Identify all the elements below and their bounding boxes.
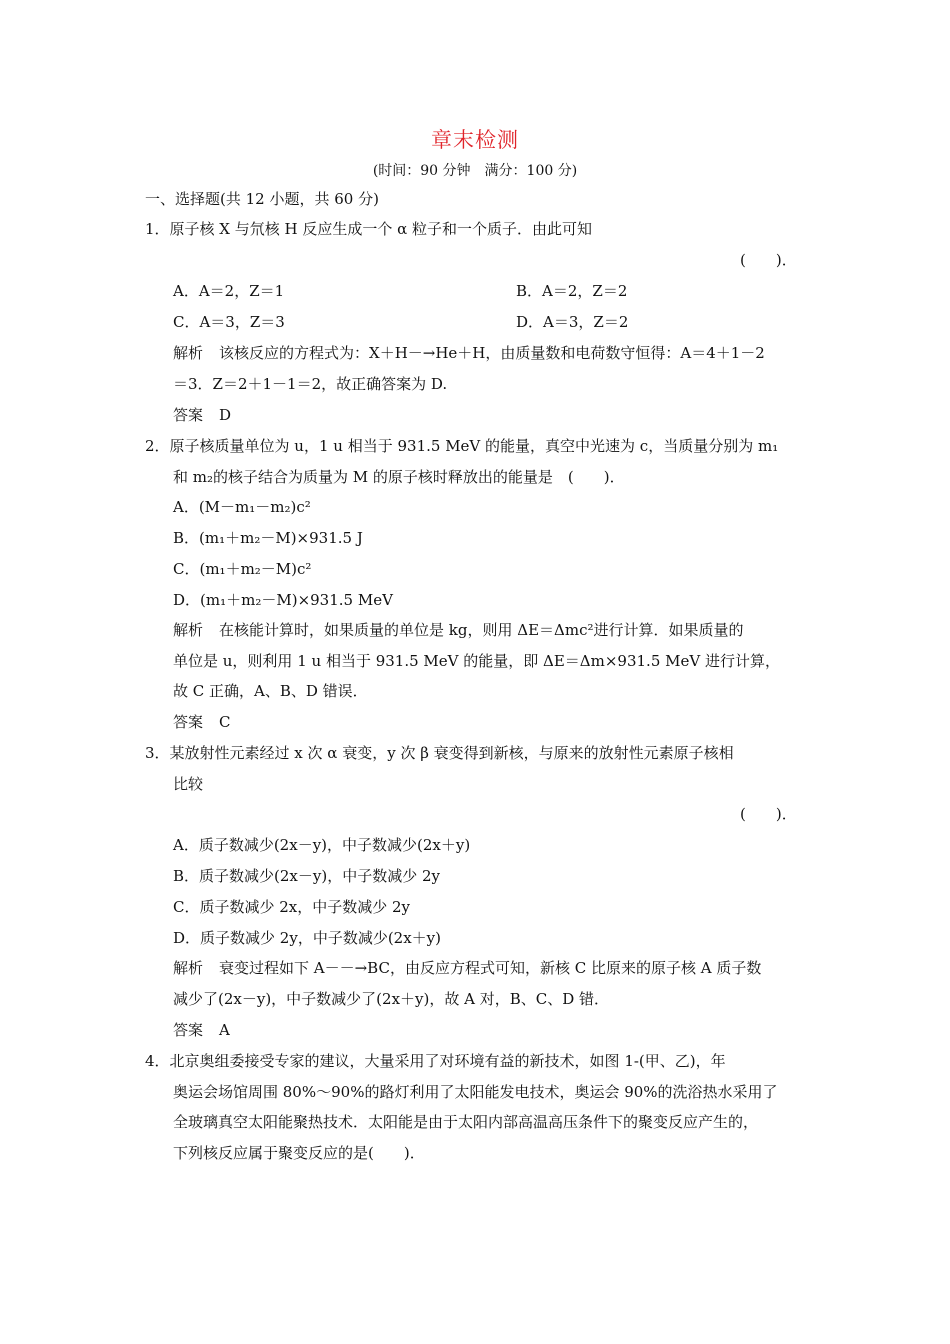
- q4-stem-1: 4．北京奥组委接受专家的建议，大量采用了对环境有益的新技术，如图 1-(甲、乙)，年: [145, 1052, 726, 1070]
- q2-answer: C: [219, 713, 231, 731]
- q2-stem-2: 和 m₂的核子结合为质量为 M 的原子核时释放出的能量是 ( )．: [173, 468, 625, 486]
- q1-answer-line: [173, 405, 231, 425]
- q1-analysis-line-2: ＝3．Z＝2＋1－1＝2，故正确答案为 D.: [173, 375, 448, 393]
- q2-analysis-line-2: 单位是 u，则利用 1 u 相当于 931.5 MeV 的能量，即 ΔE＝Δm×931.5 MeV 进行计算，: [173, 652, 780, 670]
- q1-stem: 1．原子核 X 与氘核 H 反应生成一个 α 粒子和一个质子．由此可知: [145, 220, 593, 238]
- q2-stem-1: 2．原子核质量单位为 u，1 u 相当于 931.5 MeV 的能量，真空中光速为 c，当质量分别为 m₁: [145, 437, 779, 455]
- q1-answer-blank: ( )．: [740, 251, 797, 269]
- q1-analysis-line-1: [173, 343, 765, 363]
- exam-info: (时间：90 分钟 满分：100 分): [372, 163, 578, 179]
- q1-answer: D: [219, 406, 232, 424]
- q3-answer-line: [173, 1020, 230, 1040]
- q1-option-a: A．A＝2，Z＝1: [173, 282, 285, 300]
- q2-option-c: C．(m₁＋m₂－M)c²: [173, 560, 312, 578]
- q2-answer-label: 答案: [173, 713, 204, 731]
- q1-analysis-text-1: 该核反应的方程式为：X＋H－→He＋H，由质量数和电荷数守恒得：A＝4＋1－2: [219, 344, 765, 362]
- q3-analysis-line-1: [173, 958, 761, 978]
- q3-option-c: C．质子数减少 2x，中子数减少 2y: [173, 898, 411, 916]
- q2-option-a: A．(M－m₁－m₂)c²: [173, 498, 311, 516]
- q4-stem-2: 奥运会场馆周围 80%～90%的路灯利用了太阳能发电技术，奥运会 90%的洗浴热水采用了: [173, 1083, 778, 1101]
- q3-option-b: B．质子数减少(2x－y)，中子数减少 2y: [173, 867, 440, 885]
- q2-answer-line: [173, 712, 231, 732]
- q2-analysis-line-1: [173, 620, 744, 640]
- q1-answer-label: 答案: [173, 406, 204, 424]
- q4-stem-3: 全玻璃真空太阳能聚热技术．太阳能是由于太阳内部高温高压条件下的聚变反应产生的，: [173, 1113, 759, 1131]
- q3-analysis-line-2: 减少了(2x－y)，中子数减少了(2x＋y)，故 A 对，B、C、D 错．: [173, 990, 610, 1008]
- q3-analysis-text-1: 衰变过程如下 A－－→BC，由反应方程式可知，新核 C 比原来的原子核 A 质子数: [219, 959, 762, 977]
- q1-option-d: D．A＝3，Z＝2: [516, 313, 629, 331]
- q4-stem-4: 下列核反应属于聚变反应的是( )．: [173, 1144, 425, 1162]
- q3-stem-2: 比较: [173, 775, 204, 793]
- section-heading: 一、选择题(共 12 小题，共 60 分): [145, 190, 379, 208]
- q1-option-c: C．A＝3，Z＝3: [173, 313, 285, 331]
- q3-stem-1: 3．某放射性元素经过 x 次 α 衰变，y 次 β 衰变得到新核，与原来的放射性元素原子核相: [145, 744, 734, 762]
- q2-analysis-text-1: 在核能计算时，如果质量的单位是 kg，则用 ΔE＝Δmc²进行计算．如果质量的: [219, 621, 744, 639]
- q3-option-a: A．质子数减少(2x－y)，中子数减少(2x＋y): [173, 836, 471, 854]
- q3-answer-label: 答案: [173, 1021, 204, 1039]
- q3-option-d: D．质子数减少 2y，中子数减少(2x＋y): [173, 929, 441, 947]
- q3-answer: A: [219, 1021, 230, 1039]
- q2-option-b: B．(m₁＋m₂－M)×931.5 J: [173, 529, 363, 547]
- q3-answer-blank: ( )．: [740, 805, 797, 823]
- q2-option-d: D．(m₁＋m₂－M)×931.5 MeV: [173, 591, 393, 609]
- q1-analysis-label: 解析: [173, 344, 204, 362]
- q3-analysis-label: 解析: [173, 959, 204, 977]
- q2-analysis-label: 解析: [173, 621, 204, 639]
- q2-analysis-line-3: 故 C 正确，A、B、D 错误．: [173, 682, 368, 700]
- q1-option-b: B．A＝2，Z＝2: [516, 282, 628, 300]
- page-title: 章末检测: [431, 128, 519, 152]
